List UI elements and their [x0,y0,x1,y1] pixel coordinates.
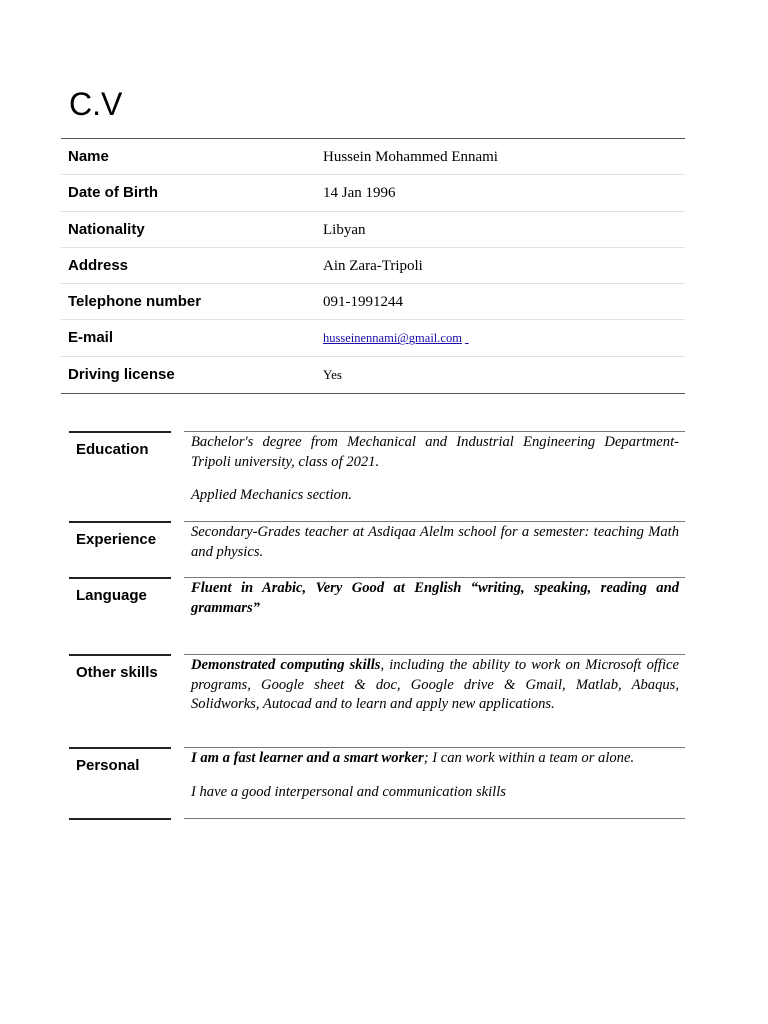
email-link[interactable]: husseinennami@gmail.com [323,331,462,346]
info-row-email [61,320,685,356]
section-divider [184,747,685,748]
info-row-driving-license [61,357,685,393]
section-content-personal [191,749,679,802]
experience-text: Secondary-Grades teacher at Asdiqaa Alelm school for a semester: teaching Math and physics. [191,524,679,560]
info-value: 14 Jan 1996 [323,185,396,202]
other-skills-rest: , including the ability to work on Microsoft office programs, Google sheet & doc, Google drive & Gmail, Matlab, Abaqus, Solidworks, Autocad and to learn and apply new applications. [191,657,679,712]
section-divider [69,431,171,433]
info-value: Ain Zara-Tripoli [323,257,423,274]
info-row-nationality [61,212,685,248]
info-value: Yes [323,366,342,382]
section-divider [184,577,685,578]
info-row-address [61,248,685,284]
section-content-experience [191,523,679,562]
link-trailing-space [465,330,469,346]
section-divider [184,818,685,819]
section-divider [184,521,685,522]
info-value: Libyan [323,221,366,238]
section-label-education: Education [76,441,149,458]
info-label: Name [68,148,109,165]
info-label: Address [68,256,129,274]
section-divider [184,431,685,432]
personal-rest: ; I can work within a team or alone. [423,750,635,766]
section-divider [69,747,171,749]
info-label: Date of Birth [68,184,158,202]
info-row-name [61,139,685,175]
personal-highlight: I am a fast learner and a smart worker [191,750,424,766]
section-label-language: Language [76,587,147,604]
section-divider [69,654,171,656]
personal-text: I have a good interpersonal and communication skills [191,783,506,800]
info-label: Driving license [68,365,175,383]
other-skills-highlight: Demonstrated computing skills [191,657,381,673]
info-value: Hussein Mohammed Ennami [323,149,498,165]
personal-info-table [61,138,685,394]
page-title: C.V [69,86,123,122]
language-text: Fluent in Arabic, Very Good at English “writing, speaking, reading and grammars” [191,580,679,616]
section-content-other-skills [191,656,679,715]
email-value-wrapper [323,329,469,347]
info-label: Telephone number [68,293,202,311]
section-divider [184,654,685,655]
info-label: Nationality [68,220,145,238]
education-text: Applied Mechanics section. [191,487,352,503]
section-label-personal: Personal [76,757,140,774]
personal-text [191,749,679,769]
section-divider [69,521,171,523]
section-label-other-skills: Other skills [76,664,158,681]
section-divider [69,818,171,820]
other-skills-text [191,656,679,715]
section-divider [69,577,171,579]
education-text: Bachelor's degree from Mechanical and Industrial Engineering Department-Tripoli university, class of 2021. [191,434,679,470]
section-content-education [191,433,679,506]
section-label-experience: Experience [76,531,157,548]
section-content-language [191,579,679,618]
info-row-date-of-birth [61,175,685,211]
info-value: 091-1991244 [323,294,403,311]
info-label: E-mail [68,329,114,347]
info-row-telephone [61,284,685,320]
